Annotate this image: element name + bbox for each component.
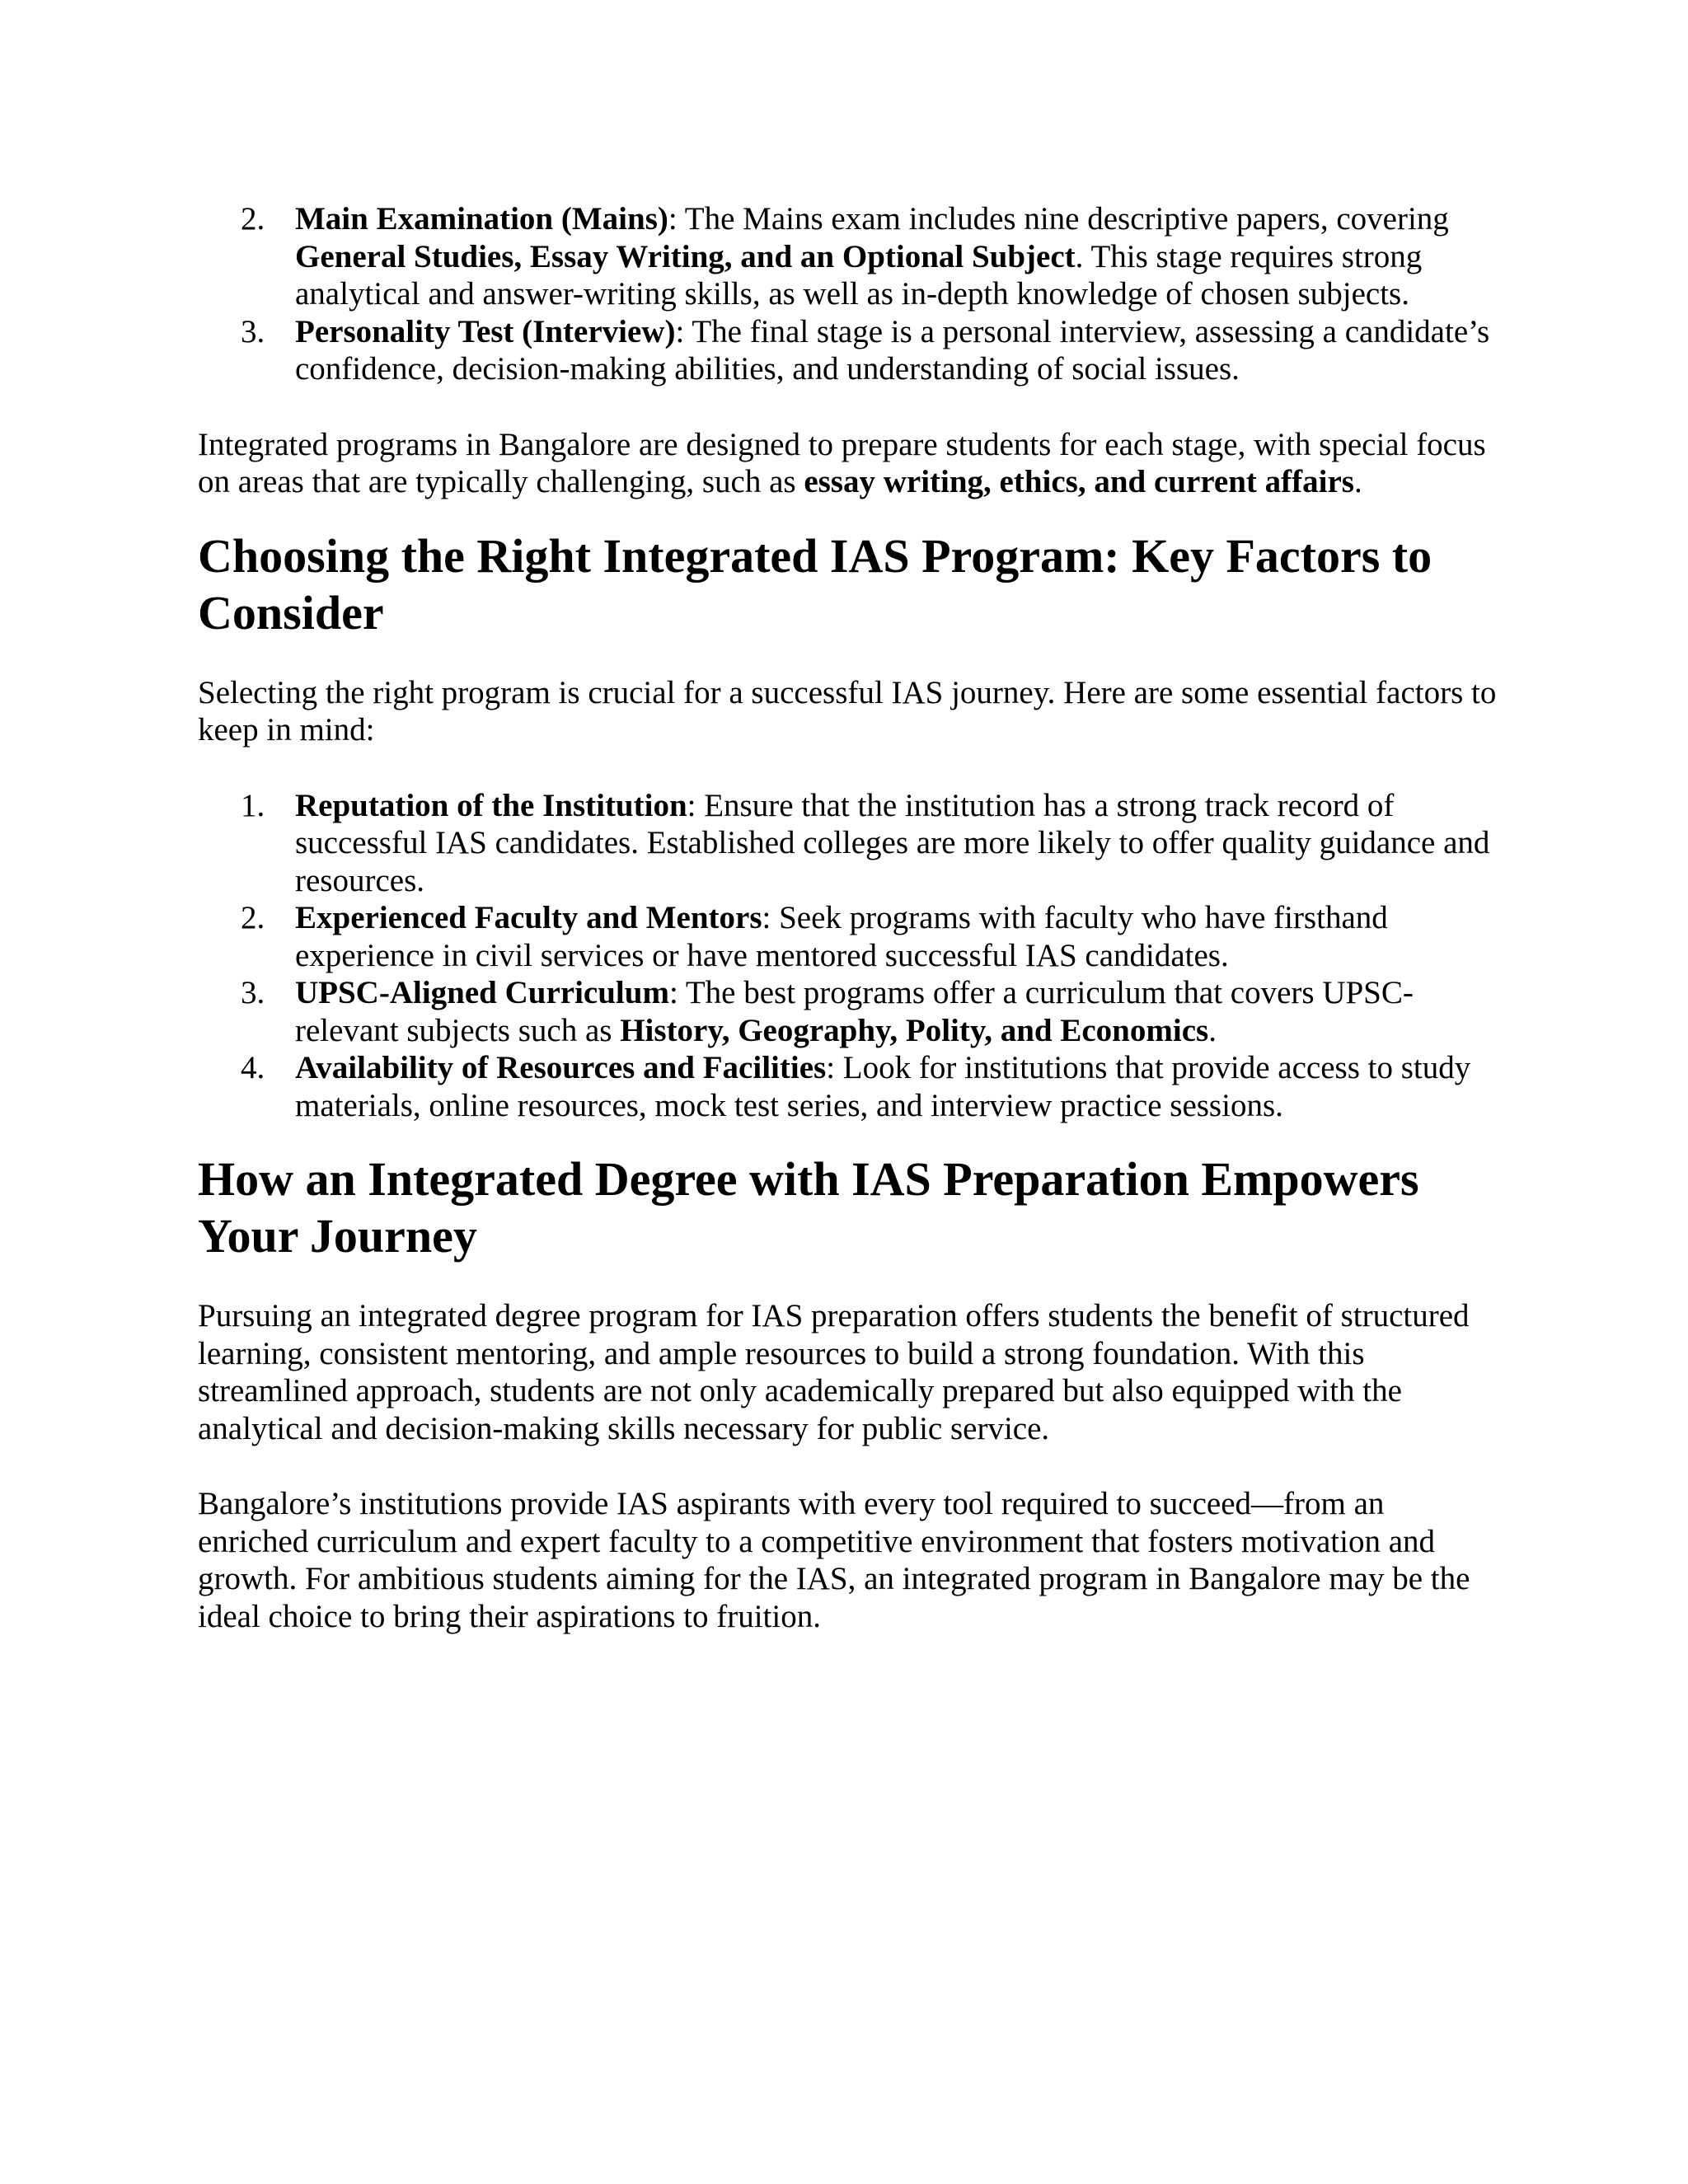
item-text: . This stage requires strong analytical and answer-writing skills, as well as in-depth knowledge of chosen subjects. (295, 238, 1423, 312)
exam-stages-list (198, 200, 1500, 388)
item-text: . (1208, 1012, 1217, 1048)
list-item-mains (198, 200, 1500, 313)
item-title: UPSC-Aligned Curriculum (295, 975, 669, 1010)
paragraph-emphasis: essay writing, ethics, and current affairs (804, 464, 1354, 499)
item-text: : The Mains exam includes nine descriptive papers, covering (668, 201, 1449, 237)
item-emphasis: General Studies, Essay Writing, and an Optional Subject (295, 238, 1076, 274)
list-item-faculty (198, 899, 1500, 974)
item-text: : The final stage is a personal interview, assessing a candidate’s confidence, decision-making abilities, and understanding of social issues. (295, 313, 1490, 387)
list-number: 3. (241, 313, 265, 349)
paragraph-bangalore: Bangalore’s institutions provide IAS aspirants with every tool required to succeed—from an enriched curriculum and expert faculty to a competitive environment that fosters motivation and growth. For ambitious students aiming for the IAS, an integrated program in Bangalore may be the ideal choice to bring their aspirations to fruition. (198, 1486, 1470, 1634)
paragraph-pursuing: Pursuing an integrated degree program for IAS preparation offers students the benefit of structured learning, consistent mentoring, and ample resources to build a strong foundation. With this streamlined approach, students are not only academically prepared but also equipped with the analytical and decision-making skills necessary for public service. (198, 1298, 1470, 1446)
list-number: 1. (241, 787, 265, 823)
item-title: Experienced Faculty and Mentors (295, 900, 762, 935)
list-item-resources (198, 1049, 1500, 1124)
paragraph-text: . (1353, 464, 1362, 499)
item-title: Main Examination (Mains) (295, 201, 668, 237)
list-number: 2. (241, 201, 265, 237)
document-page (198, 200, 1500, 1635)
item-text: : The best programs offer a curriculum that covers UPSC-relevant subjects such as (295, 975, 1414, 1048)
paragraph-selecting: Selecting the right program is crucial for a successful IAS journey. Here are some essential factors to keep in mind: (198, 674, 1497, 748)
list-number: 3. (241, 975, 265, 1010)
item-text: : Look for institutions that provide access to study materials, online resources, mock test series, and interview practice sessions. (295, 1050, 1471, 1123)
list-number: 4. (241, 1050, 265, 1085)
key-factors-list (198, 787, 1500, 1125)
item-title: Personality Test (Interview) (295, 313, 676, 349)
list-number: 2. (241, 900, 265, 935)
list-item-interview (198, 313, 1500, 388)
item-text: : Ensure that the institution has a strong track record of successful IAS candidates. Established colleges are more likely to offer quality guidance and resources. (295, 787, 1490, 898)
list-item-reputation (198, 787, 1500, 900)
paragraph-text: Integrated programs in Bangalore are designed to prepare students for each stage, with special focus on areas that are typically challenging, such as (198, 426, 1486, 499)
heading-how-integrated: How an Integrated Degree with IAS Preparation Empowers Your Journey (198, 1152, 1419, 1263)
item-title: Reputation of the Institution (295, 787, 687, 823)
list-item-curriculum (198, 974, 1500, 1049)
item-title: Availability of Resources and Facilities (295, 1050, 827, 1085)
item-emphasis: History, Geography, Polity, and Economics (620, 1012, 1209, 1048)
item-text: : Seek programs with faculty who have firsthand experience in civil services or have mentored successful IAS candidates. (295, 900, 1388, 973)
heading-choosing-program: Choosing the Right Integrated IAS Program: Key Factors to Consider (198, 528, 1432, 640)
paragraph-integrated-programs (198, 426, 1500, 501)
